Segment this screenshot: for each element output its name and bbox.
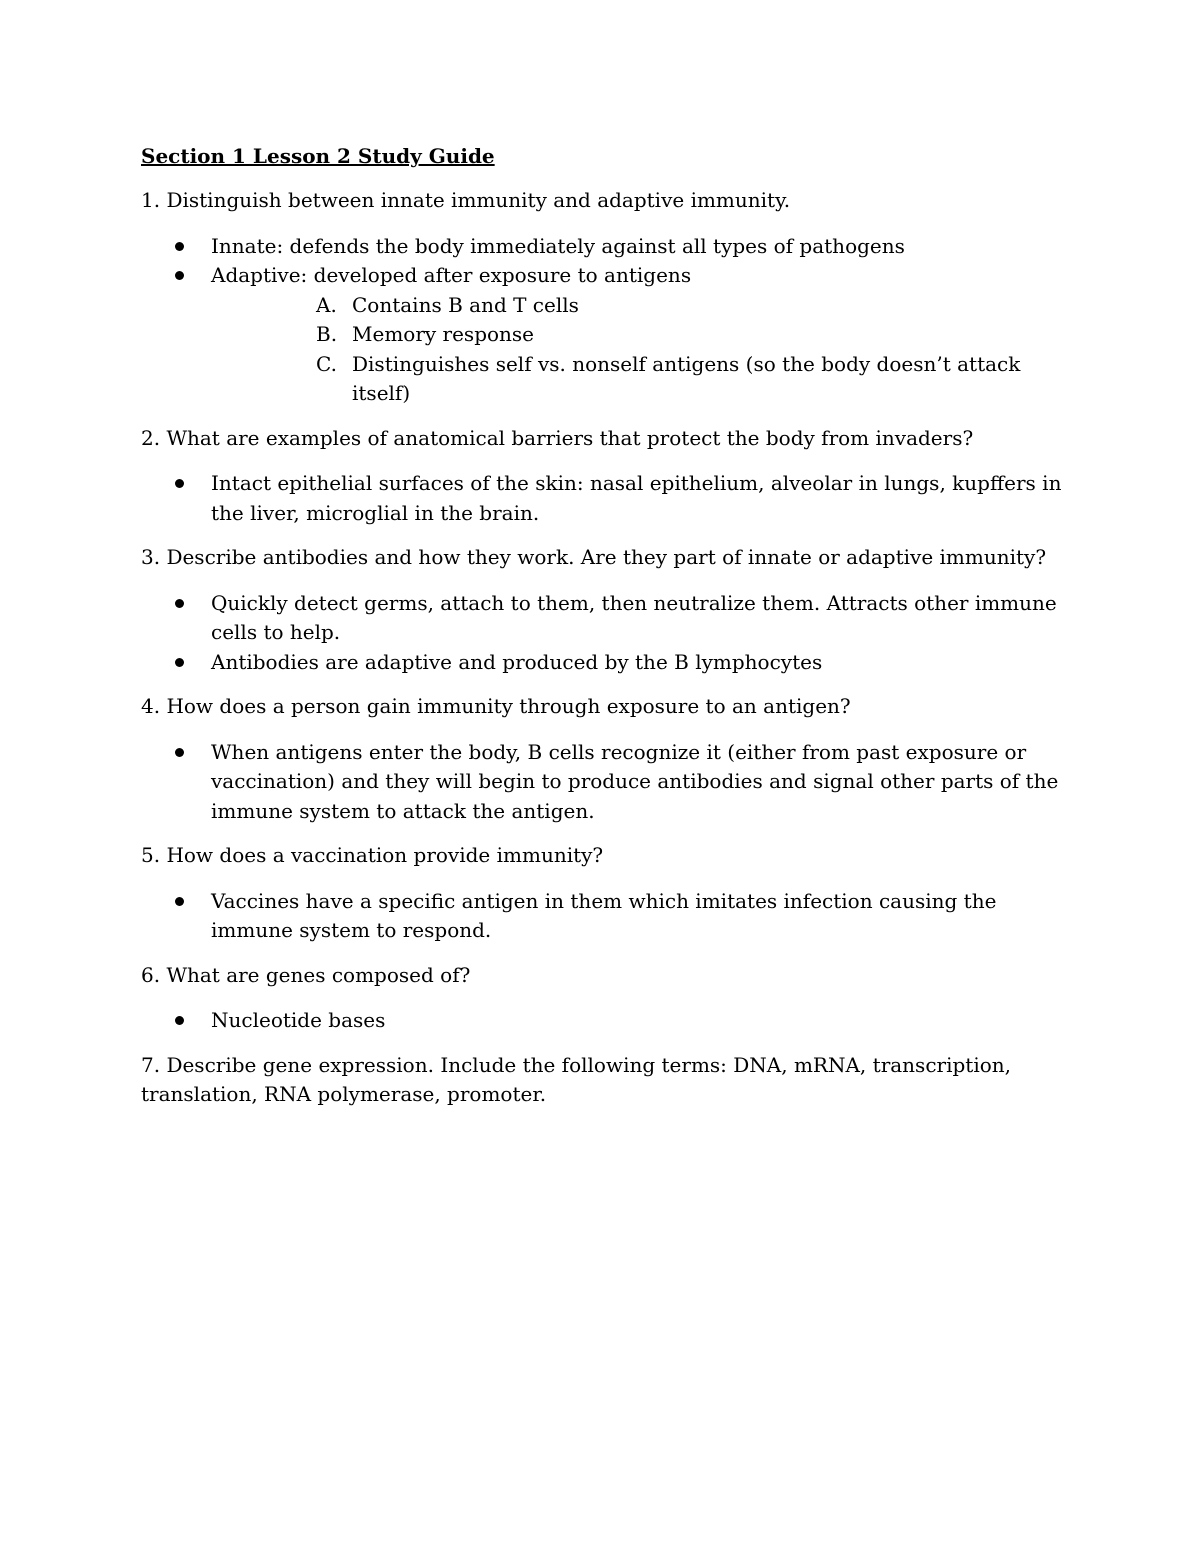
answer-item [141, 738, 1066, 827]
answer-item [141, 648, 1066, 678]
answer-item [141, 261, 1066, 409]
sub-answer-letter: A. [316, 292, 337, 317]
answer-text: When antigens enter the body, B cells recognize it (either from past exposure or vaccination) and they will begin to produce antibodies and signal other parts of the immune system to attack the antigen. [211, 739, 1059, 823]
answer-list-1 [141, 232, 1066, 409]
bullet-icon [175, 479, 184, 488]
sub-answer-text: Distinguishes self vs. nonself antigens (so the body doesn’t attack itself) [352, 351, 1021, 405]
bullet-icon [175, 658, 184, 667]
document-content [141, 142, 1066, 1126]
bullet-icon [175, 242, 184, 251]
bullet-icon [175, 271, 184, 280]
bullet-icon [175, 897, 184, 906]
answer-text: Nucleotide bases [211, 1008, 386, 1032]
sub-answer-item [211, 350, 1066, 409]
bullet-icon [175, 1016, 184, 1025]
bullet-icon [175, 599, 184, 608]
answer-list-2 [141, 469, 1066, 528]
question-2: 2. What are examples of anatomical barriers that protect the body from invaders? [141, 425, 974, 450]
answer-list-5 [141, 887, 1066, 946]
sub-answer-item [211, 320, 1066, 350]
question-3: 3. Describe antibodies and how they work. Are they part of innate or adaptive immunity? [141, 545, 1047, 569]
answer-text: Quickly detect germs, attach to them, then neutralize them. Attracts other immune cells to help. [211, 590, 1057, 644]
sub-answer-item [211, 291, 1066, 321]
answer-item [141, 232, 1066, 262]
answer-item [141, 1006, 1066, 1036]
sub-answer-text: Memory response [352, 322, 535, 346]
question-1: 1. Distinguish between innate immunity and adaptive immunity. [141, 188, 791, 212]
answer-text: Antibodies are adaptive and produced by the B lymphocytes [211, 649, 823, 674]
question-7: 7. Describe gene expression. Include the following terms: DNA, mRNA, transcription, translation, RNA polymerase, promoter. [141, 1052, 1011, 1106]
answer-text: Intact epithelial surfaces of the skin: nasal epithelium, alveolar in lungs, kupffers in the liver, microglial in the brain. [211, 471, 1062, 525]
answer-item [141, 469, 1066, 528]
sub-answer-letter: B. [316, 322, 338, 346]
question-5: 5. How does a vaccination provide immunity? [141, 843, 604, 867]
answer-text: Adaptive: developed after exposure to antigens [211, 263, 692, 287]
bullet-icon [175, 748, 184, 757]
answer-list-6 [141, 1006, 1066, 1036]
answer-list-4 [141, 738, 1066, 827]
answer-text: Innate: defends the body immediately against all types of pathogens [211, 233, 905, 258]
answer-list-3 [141, 589, 1066, 678]
document-title: Section 1 Lesson 2 Study Guide [141, 144, 495, 168]
answer-item [141, 887, 1066, 946]
answer-text: Vaccines have a specific antigen in them which imitates infection causing the immune system to respond. [211, 888, 997, 942]
sub-answer-list [211, 291, 1066, 409]
question-6: 6. What are genes composed of? [141, 962, 471, 987]
sub-answer-letter: C. [316, 351, 337, 376]
sub-answer-text: Contains B and T cells [352, 292, 579, 317]
answer-item [141, 589, 1066, 648]
question-4: 4. How does a person gain immunity through exposure to an antigen? [141, 694, 851, 718]
